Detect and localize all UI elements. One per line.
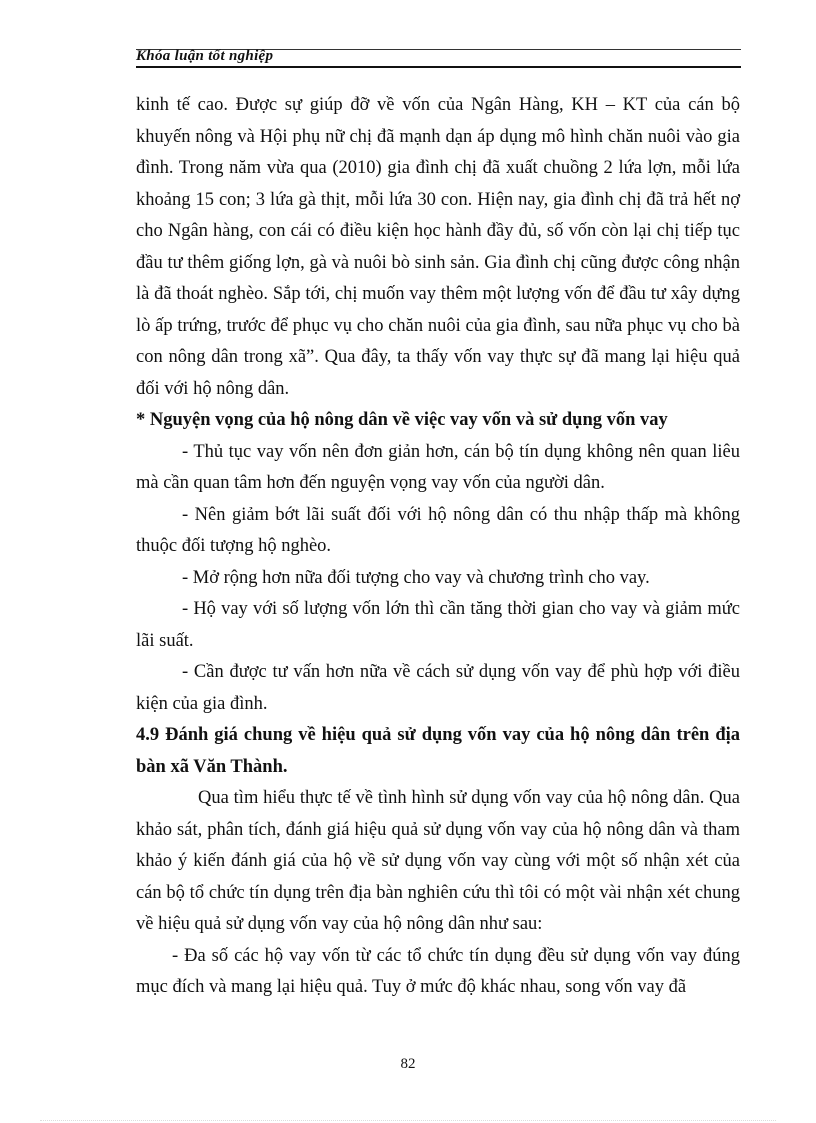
page-bottom-divider (40, 1120, 776, 1121)
list-item: - Mở rộng hơn nữa đối tượng cho vay và chương trình cho vay. (182, 567, 650, 588)
list-item: - Thủ tục vay vốn nên đơn giản hơn, cán bộ tín dụng không nên quan liêu mà cần quan tâm hơn đến nguyện vọng vay vốn của người dân. (136, 441, 740, 493)
list-item: - Hộ vay với số lượng vốn lớn thì cần tăng thời gian cho vay và giảm mức lãi suất. (136, 599, 740, 651)
paragraph-continuation: kinh tế cao. Được sự giúp đỡ về vốn của Ngân Hàng, KH – KT của cán bộ khuyến nông và Hội phụ nữ chị đã mạnh dạn áp dụng mô hình chăn nuôi vào gia đình. Trong năm vừa qua (2010) gia đình chị đã xuất chuồng 2 lứa lợn, mỗi lứa khoảng 15 con; 3 lứa gà thịt, mỗi lứa 30 con. Hiện nay, gia đình chị đã trả hết nợ cho Ngân hàng, con cái có điều kiện học hành đầy đủ, số vốn còn lại chị tiếp tục đầu tư thêm giống lợn, gà và nuôi bò sinh sản. Gia đình chị cũng được công nhận là đã thoát nghèo. Sắp tới, chị muốn vay thêm một lượng vốn để đầu tư xây dựng lò ấp trứng, trước để phục vụ cho chăn nuôi của gia đình, sau nữa phục vụ cho bà con nông dân trong xã”. Qua đây, ta thấy vốn vay thực sự đã mang lại hiệu quả đối với hộ nông dân. (136, 95, 740, 399)
running-header: Khóa luận tốt nghiệp (136, 48, 274, 64)
list-item: - Đa số các hộ vay vốn từ các tổ chức tín dụng đều sử dụng vốn vay đúng mục đích và mang lại hiệu quả. Tuy ở mức độ khác nhau, song vốn vay đã (136, 945, 740, 997)
section-heading-wishes: * Nguyện vọng của hộ nông dân về việc vay vốn và sử dụng vốn vay (136, 410, 668, 430)
page-number: 82 (400, 1056, 416, 1072)
list-item: - Nên giảm bớt lãi suất đối với hộ nông dân có thu nhập thấp mà không thuộc đối tượng hộ nghèo. (136, 504, 740, 556)
list-item: - Cần được tư vấn hơn nữa về cách sử dụng vốn vay để phù hợp với điều kiện của gia đình. (136, 662, 740, 714)
document-body (136, 90, 740, 1004)
section-heading-4-9: 4.9 Đánh giá chung về hiệu quả sử dụng vốn vay của hộ nông dân trên địa bàn xã Văn Thành. (136, 725, 740, 777)
paragraph: Qua tìm hiểu thực tế về tình hình sử dụng vốn vay của hộ nông dân. Qua khảo sát, phân tích, đánh giá hiệu quả sử dụng vốn vay của hộ nông dân và tham khảo ý kiến đánh giá của hộ về sử dụng vốn vay cùng với một số nhận xét của cán bộ tổ chức tín dụng trên địa bàn nghiên cứu thì tôi có một vài nhận xét chung về hiệu quả sử dụng vốn vay của hộ nông dân như sau: (136, 788, 740, 934)
header-rule (136, 66, 741, 68)
